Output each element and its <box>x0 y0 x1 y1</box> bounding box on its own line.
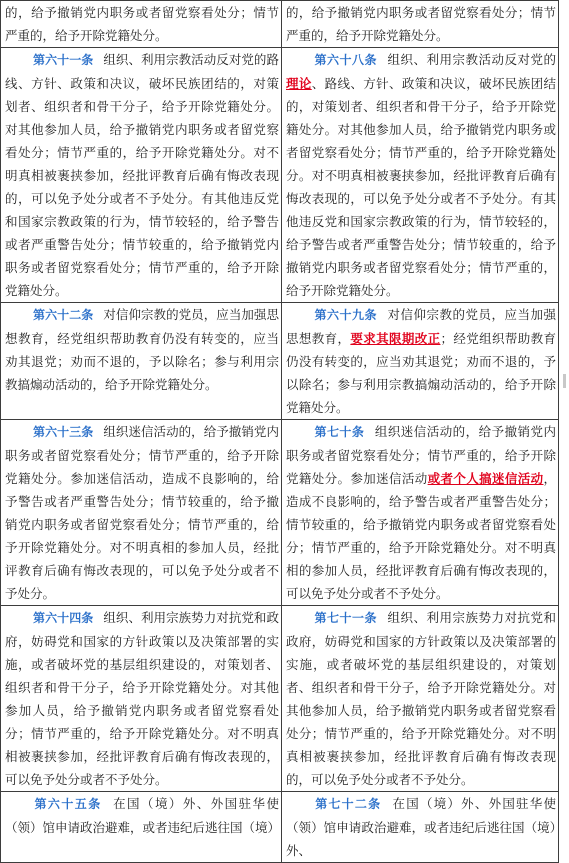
article-number: 第六十九条 <box>314 308 377 322</box>
table-row <box>1 792 559 863</box>
article-text: 、路线、方针、政策和决议，破坏民族团结的，对策划者、组织者和骨干分子，给予开除党籍处分。对其他参加人员，给予撤销党内职务或者留党察看处分；情节严重的，给予开除党籍处分。对不明真相被裹挟参加，经批评教育后确有悔改表现的，可以免予处分或者不予处分。有其他违反党和国家宗教政策的行为，情节较轻的，给予警告或者严重警告处分；情节较重的，给予撤销党内职务或者留党察看处分；情节严重的，给予开除党籍处分。 <box>286 76 556 298</box>
article-text: 在国（境）外、外国驻华使（领）馆申请政治避难，或者违纪后逃往国（境）外、 <box>286 796 556 858</box>
table-row <box>1 420 559 606</box>
article-text: ；经党组织帮助教育仍没有转变的，应当劝其退党；劝而不退的，予以除名；参与利用宗教搞煽动活动的，给予开除党籍处分。 <box>286 331 556 415</box>
amended-text: 要求其限期改正 <box>350 331 441 346</box>
article-text: 在国（境）外、外国驻华使（领）馆申请政治避难，或者违纪后逃往国（境） <box>5 796 281 835</box>
article-text: 对信仰宗教的党员，应当加强思想教育，经党组织帮助教育仍没有转变的，应当劝其退党；劝而不退的，予以除名；参与利用宗教搞煽动活动的，给予开除党籍处分。 <box>5 307 279 392</box>
article-text: 组织迷信活动的，给予撤销党内职务或者留党察看处分；情节严重的，给予开除党籍处分。参加迷信活动，造成不良影响的，给予警告或者严重警告处分；情节较重的，给予撤销党内职务或者留党察看处分；情节严重的，给予开除党籍处分。对不明真相的参加人员，经批评教育后确有悔改表现的，可以免予处分或者不予处分。 <box>5 424 279 601</box>
table-row <box>1 48 559 303</box>
article-text: 组织、利用宗教活动反对党的 <box>387 52 556 67</box>
left-cell <box>1 48 282 303</box>
article-text: 组织迷信活动的，给予撤销党内职务或者留党察看处分；情节严重的，给予开除党籍处分。参加迷信活动 <box>286 424 556 486</box>
right-cell <box>282 792 559 863</box>
left-cell <box>1 420 282 606</box>
amended-text: 或者个人搞迷信活动 <box>427 471 544 486</box>
left-cell <box>1 792 282 863</box>
article-number: 第六十四条 <box>33 611 94 625</box>
right-cell <box>282 420 559 606</box>
left-cell <box>1 606 282 792</box>
article-number: 第六十一条 <box>33 53 94 67</box>
left-cell <box>1 1 282 48</box>
table-row <box>1 606 559 792</box>
article-text: 的，给予撤销党内职务或者留党察看处分；情节严重的，给予开除党籍处分。 <box>286 5 556 43</box>
article-text: 组织、利用宗族势力对抗党和政府，妨碍党和国家的方针政策以及决策部署的实施，或者破坏党的基层组织建设的，对策划者、组织者和骨干分子，给予开除党籍处分。对其他参加人员，给予撤销党内职务或者留党察看处分；情节严重的，给予开除党籍处分。对不明真相被裹挟参加，经批评教育后确有悔改表现的，可以免予处分或者不予处分。 <box>286 610 556 787</box>
article-number: 第七十二条 <box>314 797 382 811</box>
article-number: 第六十八条 <box>314 53 377 67</box>
article-number: 第六十三条 <box>33 425 94 439</box>
right-cell <box>282 1 559 48</box>
article-number: 第六十五条 <box>33 797 102 811</box>
table-row <box>1 1 559 48</box>
article-text: 的，给予撤销党内职务或者留党察看处分；情节严重的，给予开除党籍处分。 <box>5 5 279 43</box>
article-text: ，造成不良影响的，给予警告或者严重警告处分；情节较重的，给予撤销党内职务或者留党察看处分；情节严重的，给予开除党籍处分。对不明真相的参加人员，经批评教育后确有悔改表现的，可以免予处分或者不予处分。 <box>286 471 556 601</box>
scrollbar-marker[interactable] <box>563 374 566 388</box>
left-cell <box>1 303 282 420</box>
right-cell <box>282 48 559 303</box>
article-text: 对信仰宗教的党员，应当加强思想教育， <box>286 307 556 346</box>
right-cell <box>282 606 559 792</box>
right-cell <box>282 303 559 420</box>
article-text: 组织、利用宗教活动反对党的路线、方针、政策和决议，破坏民族团结的，对策划者、组织者和骨干分子，给予开除党籍处分。对其他参加人员，给予撤销党内职务或者留党察看处分；情节严重的，给予开除党籍处分。对不明真相被裹挟参加，经批评教育后确有悔改表现的，可以免予处分或者不予处分。有其他违反党和国家宗教政策的行为，情节较轻的，给予警告或者严重警告处分；情节较重的，给予撤销党内职务或者留党察看处分；情节严重的，给予开除党籍处分。 <box>5 52 279 298</box>
article-number: 第七十条 <box>314 425 365 439</box>
article-text: 组织、利用宗族势力对抗党和政府，妨碍党和国家的方针政策以及决策部署的实施，或者破坏党的基层组织建设的，对策划者、组织者和骨干分子，给予开除党籍处分。对其他参加人员，给予撤销党内职务或者留党察看处分；情节严重的，给予开除党籍处分。对不明真相被裹挟参加，经批评教育后确有悔改表现的，可以免予处分或者不予处分。 <box>5 610 279 787</box>
article-number: 第六十二条 <box>33 308 94 322</box>
table-row <box>1 303 559 420</box>
amended-text: 理论 <box>286 76 312 91</box>
article-number: 第七十一条 <box>314 611 377 625</box>
